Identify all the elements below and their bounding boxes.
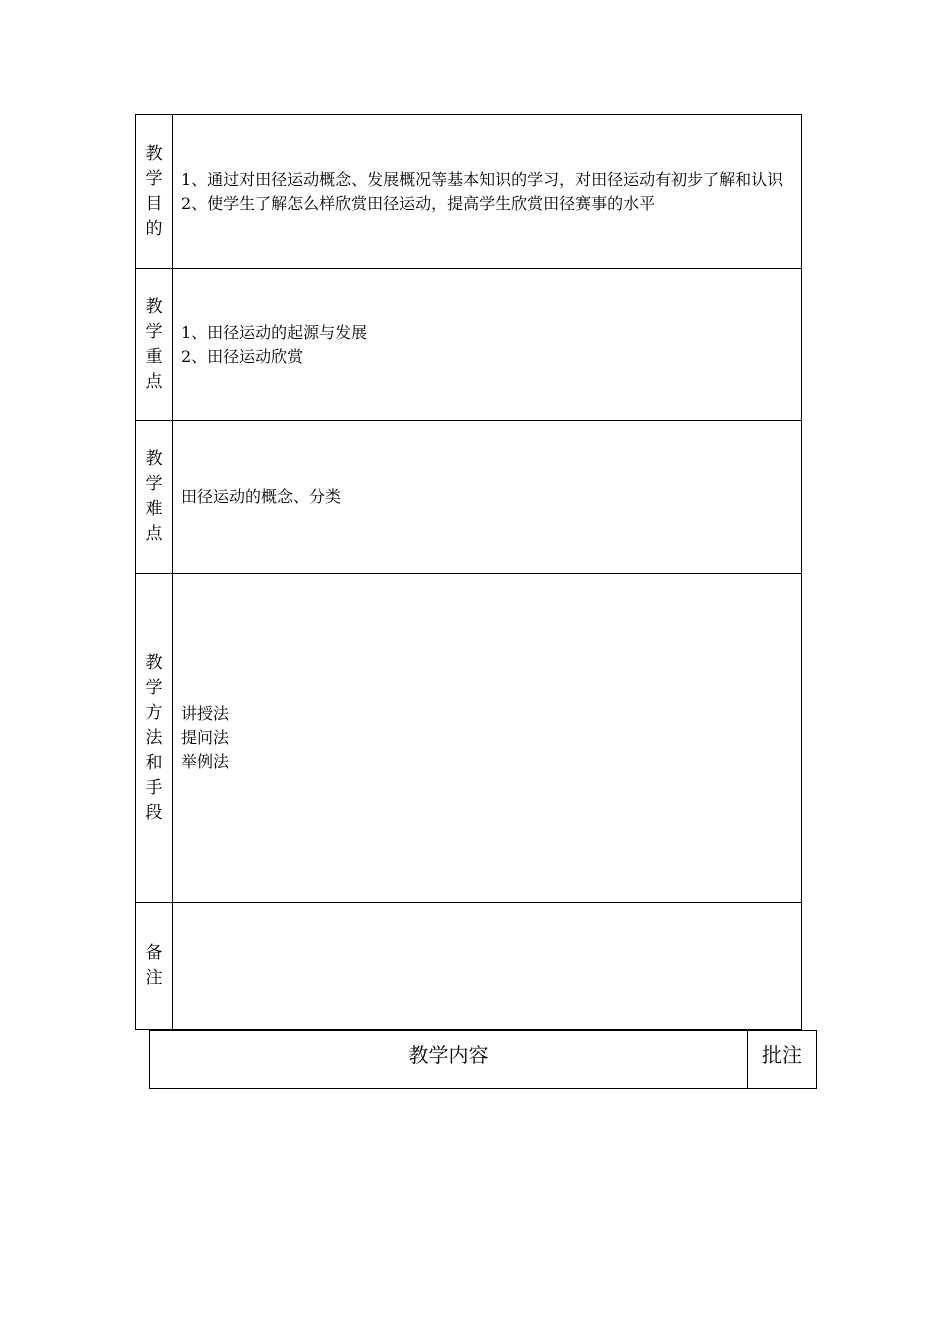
teaching-methods-line-2: 提问法 bbox=[181, 728, 230, 747]
teaching-goal-line-2: 2、使学生了解怎么样欣赏田径运动，提高学生欣赏田径赛事的水平 bbox=[181, 193, 656, 213]
teaching-key-points-line-1: 1、田径运动的起源与发展 bbox=[181, 322, 368, 342]
teaching-goal-label: 教学目的 bbox=[145, 143, 163, 239]
teaching-difficulties-row bbox=[136, 421, 802, 574]
teaching-goal-line-1: 1、通过对田径运动概念、发展概况等基本知识的学习，对田径运动有初步了解和认识 bbox=[181, 169, 784, 189]
teaching-goal-content bbox=[173, 115, 802, 269]
teaching-methods-label-cell bbox=[136, 574, 173, 903]
teaching-goal-label-cell bbox=[136, 115, 173, 269]
remarks-content bbox=[173, 903, 802, 1030]
teaching-difficulties-label-cell bbox=[136, 421, 173, 574]
teaching-key-points-label: 教学重点 bbox=[145, 296, 163, 392]
teaching-methods-line-1: 讲授法 bbox=[181, 704, 230, 723]
teaching-key-points-line-2: 2、田径运动欣赏 bbox=[181, 346, 304, 366]
teaching-difficulties-line-1: 田径运动的概念、分类 bbox=[181, 487, 342, 506]
teaching-key-points-label-cell bbox=[136, 269, 173, 421]
remarks-label-cell bbox=[136, 903, 173, 1030]
teaching-key-points-content bbox=[173, 269, 802, 421]
teaching-difficulties-label: 教学难点 bbox=[145, 449, 163, 544]
teaching-goal-row bbox=[136, 115, 802, 269]
teaching-methods-row bbox=[136, 574, 802, 903]
teaching-content-header: 教学内容 bbox=[408, 1043, 489, 1067]
teaching-content-header-row bbox=[150, 1031, 817, 1089]
teaching-methods-line-3: 举例法 bbox=[181, 752, 230, 771]
remarks-row bbox=[136, 903, 802, 1030]
teaching-methods-label: 教学方法和手段 bbox=[145, 652, 163, 823]
teaching-content-header-cell bbox=[150, 1031, 748, 1089]
teaching-methods-content bbox=[173, 574, 802, 903]
teaching-content-header-table bbox=[149, 1030, 817, 1089]
teaching-key-points-row bbox=[136, 269, 802, 421]
annotation-header: 批注 bbox=[762, 1043, 802, 1067]
remarks-label: 备注 bbox=[145, 943, 163, 988]
teaching-difficulties-content bbox=[173, 421, 802, 574]
annotation-header-cell bbox=[748, 1031, 817, 1089]
lesson-plan-table bbox=[135, 114, 802, 1030]
